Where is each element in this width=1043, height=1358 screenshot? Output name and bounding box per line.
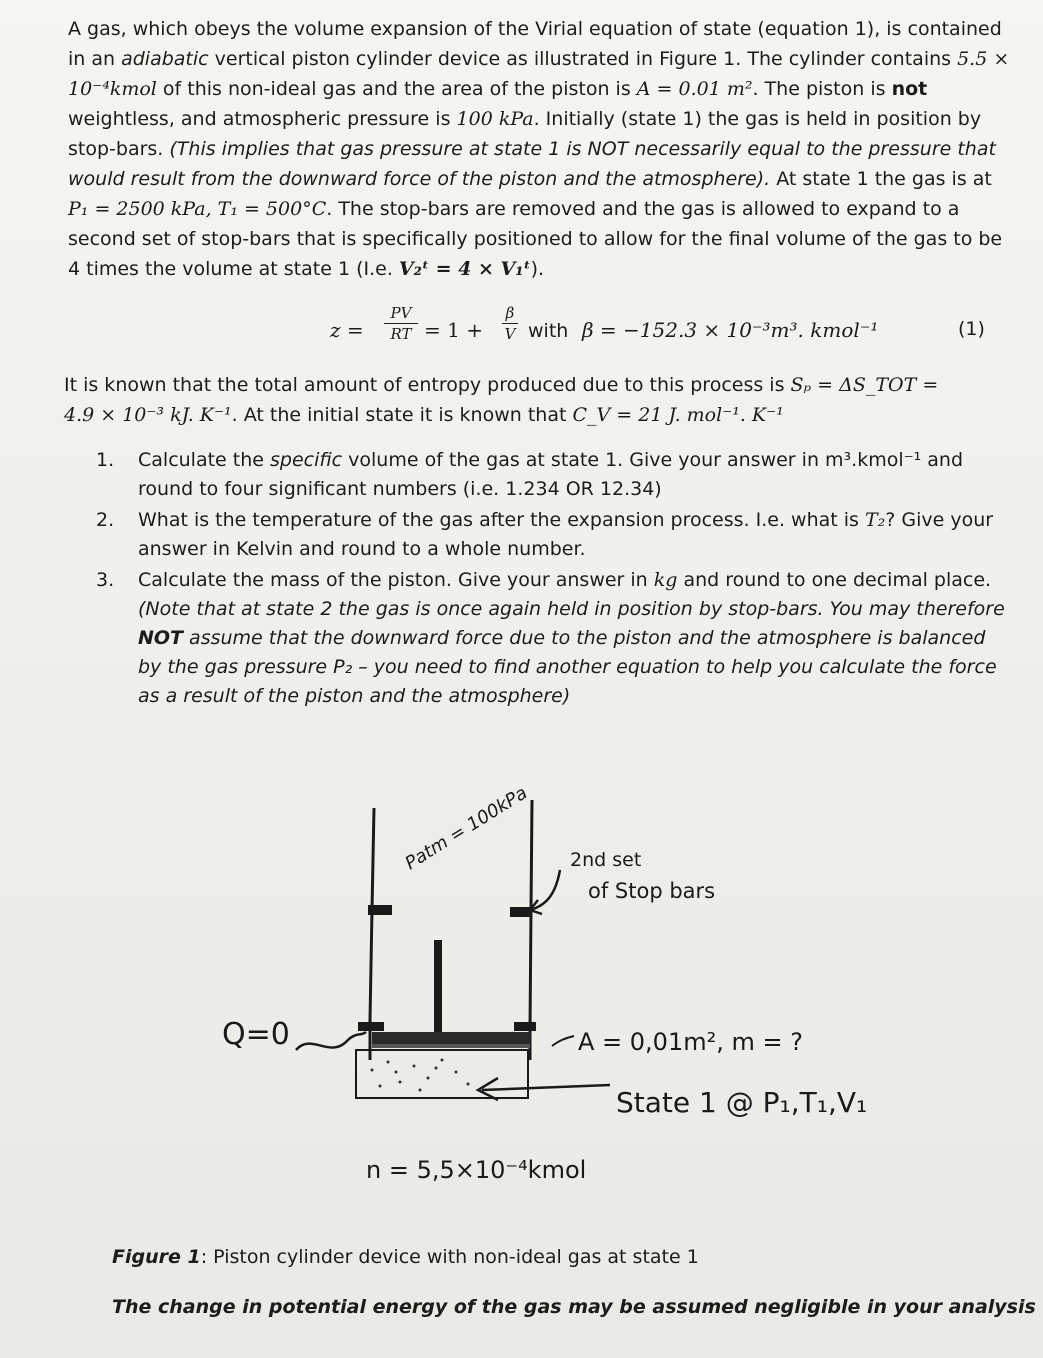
question-1 <box>96 446 1011 504</box>
lower-stop-bar-left <box>358 1022 384 1031</box>
intro-paragraph <box>68 14 1013 284</box>
question-number: 1. <box>96 449 115 471</box>
area-value: A = 0.01 m² <box>636 78 753 100</box>
eq-with: with <box>528 320 569 342</box>
text-italic: (This implies that gas pressure at state 1 is NOT necessarily equal to the pressure that would result from the downward force of the piston and the atmosphere). <box>68 138 996 190</box>
lower-stop-bar-right <box>514 1022 536 1031</box>
text: A gas, which obeys the volume expansion of the Virial equation of state (equation 1), is contained in an <box>68 18 1002 70</box>
entropy-symbol: Sₚ = ΔS_TOT = <box>790 374 939 396</box>
question-3 <box>96 566 1011 711</box>
text: and round to one decimal place. <box>677 569 992 591</box>
text-italic: (Note that at state 2 the gas is once again held in position by stop-bars. You may therefore <box>138 598 1005 620</box>
eq-beta-over-v <box>502 304 518 343</box>
area-leader <box>552 1036 574 1046</box>
patm-label: Patm = 100kPa <box>401 782 532 875</box>
figure-label: Figure 1 <box>112 1246 201 1268</box>
t2-symbol: T₂ <box>864 509 886 531</box>
text: . Initially (state 1) the gas is held in position by stop-bars. <box>68 108 982 160</box>
eq-pv-over-rt <box>384 304 418 343</box>
piston <box>372 1032 530 1044</box>
cylinder-right-wall <box>530 800 532 1060</box>
text: What is the temperature of the gas after the expansion process. I.e. what is <box>138 509 865 531</box>
upper-stop-bar-right <box>510 907 532 917</box>
question-number: 2. <box>96 509 115 531</box>
equation-number: (1) <box>958 318 985 340</box>
entropy-value: 4.9 × 10⁻³ kJ. K⁻¹ <box>64 404 232 426</box>
text: Calculate the mass of the piston. Give your answer in <box>138 569 654 591</box>
text: weightless, and atmospheric pressure is <box>68 108 457 130</box>
upper-stop-bar-left <box>368 905 392 915</box>
problem-statement <box>68 14 1013 284</box>
entropy-text <box>64 370 1014 430</box>
question-2 <box>96 506 1011 564</box>
text: of this non-ideal gas and the area of the piston is <box>156 78 637 100</box>
assumption-note: The change in potential energy of the gas may be assumed negligible in your analysis <box>112 1296 1036 1318</box>
text: At state 1 the gas is at <box>770 168 992 190</box>
eq-z: z = <box>330 318 364 342</box>
heat-label: Q=0 <box>222 1017 290 1052</box>
state-pointer-line <box>482 1085 610 1090</box>
eq-beta-value: β = −152.3 × 10⁻³m³. kmol⁻¹ <box>582 318 879 342</box>
state1-values: P₁ = 2500 kPa, T₁ = 500°C <box>68 198 327 220</box>
text-italic: adiabatic <box>121 48 209 70</box>
eq-one-plus: = 1 + <box>424 318 483 342</box>
text-bold-italic: NOT <box>138 627 184 649</box>
cv-value: C_V = 21 J. mol⁻¹. K⁻¹ <box>572 404 784 426</box>
moles-label: n = 5,5×10⁻⁴kmol <box>366 1156 587 1184</box>
text: . At the initial state it is known that <box>231 404 573 426</box>
heat-squiggle <box>296 1032 366 1050</box>
text: ? Give your answer in Kelvin and round to a whole number. <box>138 509 994 560</box>
eq-v: V <box>504 325 516 343</box>
stopbars-label-line1: 2nd set <box>570 849 642 871</box>
text-italic: assume that the downward force due to the piston and the atmosphere is balanced by the gas pressure P₂ – you need to find another equation to help you calculate the force as a result of the piston and the atmosphere) <box>138 627 997 707</box>
gas-dots <box>371 1059 470 1092</box>
question-list <box>96 446 1011 713</box>
text: Calculate the <box>138 449 270 471</box>
piston-cylinder-diagram <box>0 760 1043 1230</box>
text: It is known that the total amount of entropy produced due to this process is <box>64 374 791 396</box>
state-label: State 1 @ P₁,T₁,V₁ <box>616 1086 868 1119</box>
eq-rt: RT <box>390 325 412 343</box>
entropy-paragraph <box>64 370 1014 430</box>
pressure-value: 100 kPa <box>456 108 534 130</box>
eq-pv: PV <box>390 304 412 322</box>
gas-region <box>356 1050 528 1098</box>
text: . The stop-bars are removed and the gas is allowed to expand to a second set of stop-bars that is specifically positioned to allow for the final volume of the gas to be 4 times the volume at state 1 (I.e. <box>68 198 1003 280</box>
equation-1 <box>330 302 990 364</box>
kg-unit: kg <box>653 569 678 591</box>
text: ). <box>530 258 545 280</box>
text-italic: specific <box>270 449 343 471</box>
text: volume of the gas at state 1. Give your answer in m³.kmol⁻¹ and round to four significant numbers (i.e. 1.234 OR 12.34) <box>138 449 964 500</box>
eq-beta: β <box>505 304 515 322</box>
text: vertical piston cylinder device as illustrated in Figure 1. The cylinder contains <box>208 48 958 70</box>
text: . The piston is <box>752 78 892 100</box>
piston-underside <box>372 1044 530 1048</box>
piston-rod <box>434 940 442 1035</box>
figure-caption-text: : Piston cylinder device with non-ideal gas at state 1 <box>200 1246 699 1268</box>
text-bold: not <box>891 78 928 100</box>
figure-caption <box>112 1246 699 1268</box>
area-mass-label: A = 0,01m², m = ? <box>578 1028 803 1056</box>
moles-value: 5.5 × 10⁻⁴kmol <box>68 48 1010 100</box>
question-number: 3. <box>96 569 115 591</box>
stopbars-label-line2: of Stop bars <box>588 879 716 903</box>
volume-relation: V₂ᵗ = 4 × V₁ᵗ <box>398 258 531 280</box>
